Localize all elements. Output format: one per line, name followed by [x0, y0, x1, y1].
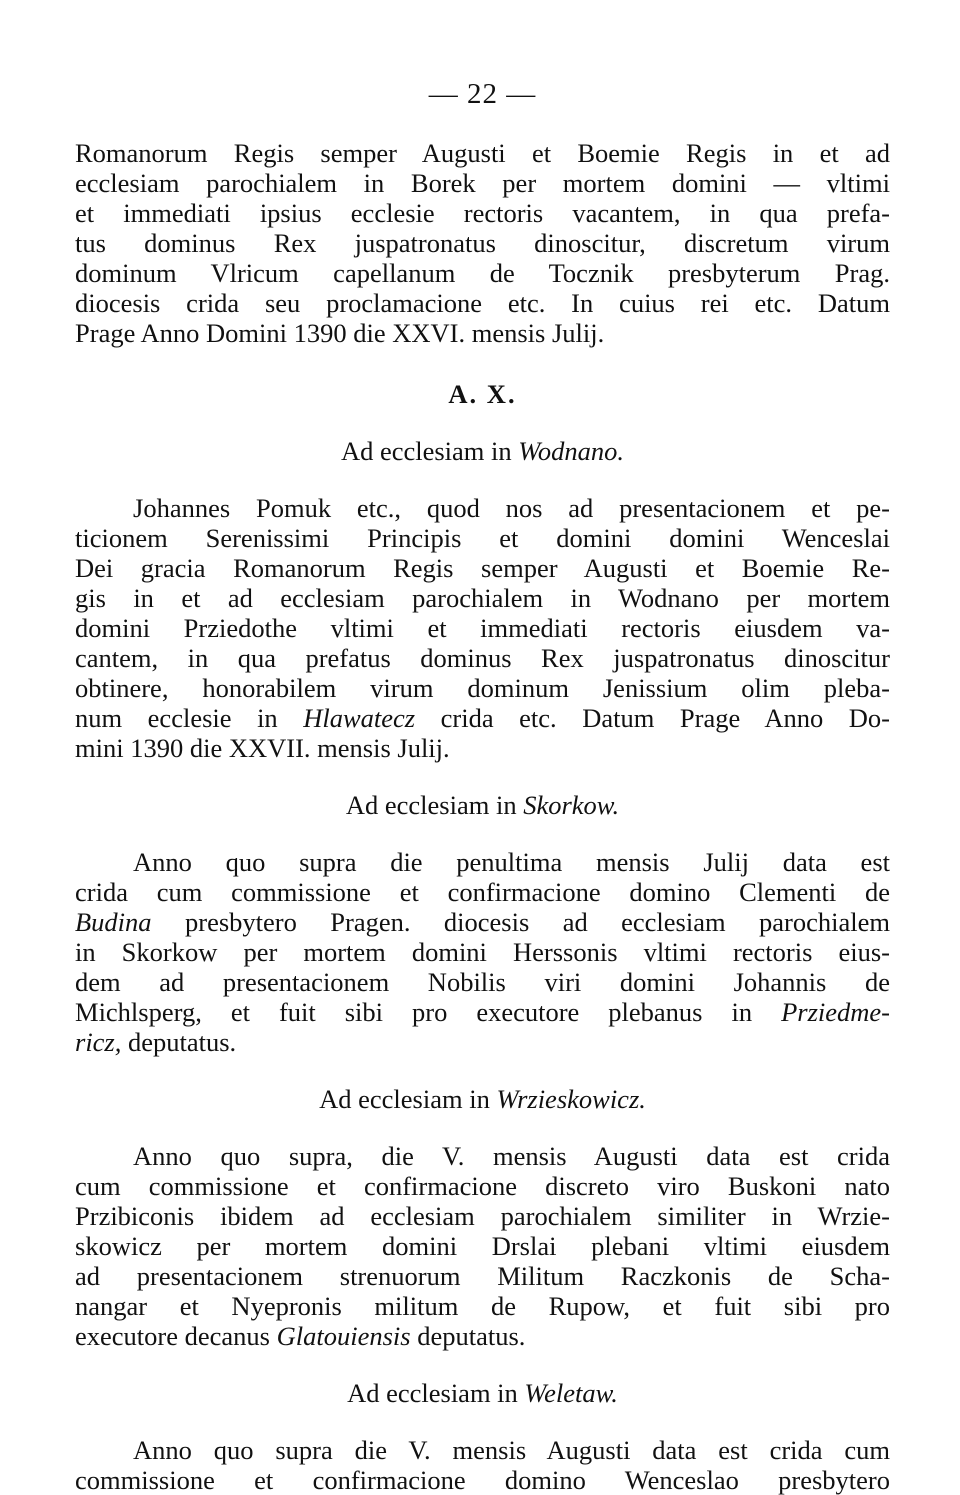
- text-line: in Skorkow per mortem domini Herssonis vltimi rectoris eius-: [75, 937, 890, 967]
- text-line: Przibiconis ibidem ad ecclesiam parochialem similiter in Wrzie-: [75, 1201, 890, 1231]
- text-line: ricz, deputatus.: [75, 1027, 237, 1057]
- document-page: [75, 0, 890, 1495]
- text-line: Dei gracia Romanorum Regis semper Augusti et Boemie Re-: [75, 553, 890, 583]
- text-line: tus dominus Rex juspatronatus dinoscitur, discretum virum: [75, 228, 890, 258]
- place-name: Glatouiensis: [276, 1321, 411, 1351]
- text-line: num ecclesie in Hlawatecz crida etc. Datum Prage Anno Do-: [75, 703, 890, 733]
- document-marker: A. X.: [448, 379, 517, 409]
- text-line: executore decanus Glatouiensis deputatus.: [75, 1321, 526, 1351]
- text-line: Michlsperg, et fuit sibi pro executore plebanus in Prziedme-: [75, 997, 890, 1027]
- text-line: cum commissione et confirmacione discreto viro Buskoni nato: [75, 1171, 890, 1201]
- section-paragraph: [75, 847, 890, 1057]
- section-paragraph: [75, 1435, 890, 1495]
- text-line: dem ad presentacionem Nobilis viri domini Johannis de: [75, 967, 890, 997]
- section-paragraph: [75, 493, 890, 763]
- text-line: ad presentacionem strenuorum Militum Raczkonis de Scha-: [75, 1261, 890, 1291]
- section-heading: Ad ecclesiam in Weletaw.: [347, 1378, 618, 1408]
- document-body: [75, 138, 890, 1495]
- place-name: Prziedme-: [781, 997, 890, 1027]
- intro-paragraph: [75, 138, 890, 348]
- text-line: Johannes Pomuk etc., quod nos ad presentacionem et pe-: [133, 493, 890, 523]
- section-heading: Ad ecclesiam in Wrzieskowicz.: [319, 1084, 646, 1114]
- text-line: cantem, in qua prefatus dominus Rex juspatronatus dinoscitur: [75, 643, 890, 673]
- section-heading: Ad ecclesiam in Wodnano.: [340, 436, 625, 466]
- text-line: Prage Anno Domini 1390 die XXVI. mensis Julij.: [75, 318, 605, 348]
- page-number: — 22 —: [428, 78, 537, 110]
- text-line: ticionem Serenissimi Principis et domini domini Wenceslai: [75, 523, 890, 553]
- text-line: nangar et Nyepronis militum de Rupow, et fuit sibi pro: [75, 1291, 890, 1321]
- text-line: Budina presbytero Pragen. diocesis ad ecclesiam parochialem: [75, 907, 890, 937]
- text-line: crida cum commissione et confirmacione domino Clementi de: [75, 877, 890, 907]
- section-paragraph: [75, 1141, 890, 1351]
- text-line: commissione et confirmacione domino Wenceslao presbytero: [75, 1465, 890, 1495]
- text-line: domini Prziedothe vltimi et immediati rectoris eiusdem va-: [75, 613, 890, 643]
- text-line: gis in et ad ecclesiam parochialem in Wodnano per mortem: [75, 583, 890, 613]
- text-line: obtinere, honorabilem virum dominum Jenissium olim pleba-: [75, 673, 890, 703]
- text-line: Anno quo supra, die V. mensis Augusti data est crida: [133, 1141, 890, 1171]
- text-line: ecclesiam parochialem in Borek per mortem domini — vltimi: [75, 168, 890, 198]
- text-line: Anno quo supra die V. mensis Augusti data est crida cum: [133, 1435, 890, 1465]
- text-line: dominum Vlricum capellanum de Tocznik presbyterum Prag.: [75, 258, 890, 288]
- place-name: ricz,: [75, 1027, 122, 1057]
- text-line: Anno quo supra die penultima mensis Julij data est: [133, 847, 890, 877]
- text-line: skowicz per mortem domini Drslai plebani vltimi eiusdem: [75, 1231, 890, 1261]
- text-line: et immediati ipsius ecclesie rectoris vacantem, in qua prefa-: [75, 198, 890, 228]
- text-line: Romanorum Regis semper Augusti et Boemie Regis in et ad: [75, 138, 890, 168]
- place-name: Budina: [75, 907, 152, 937]
- text-line: mini 1390 die XXVII. mensis Julij.: [75, 733, 450, 763]
- text-line: diocesis crida seu proclamacione etc. In cuius rei etc. Datum: [75, 288, 890, 318]
- section-heading: Ad ecclesiam in Skorkow.: [345, 790, 620, 820]
- sections: [75, 409, 890, 1495]
- place-name: Hlawatecz: [303, 703, 416, 733]
